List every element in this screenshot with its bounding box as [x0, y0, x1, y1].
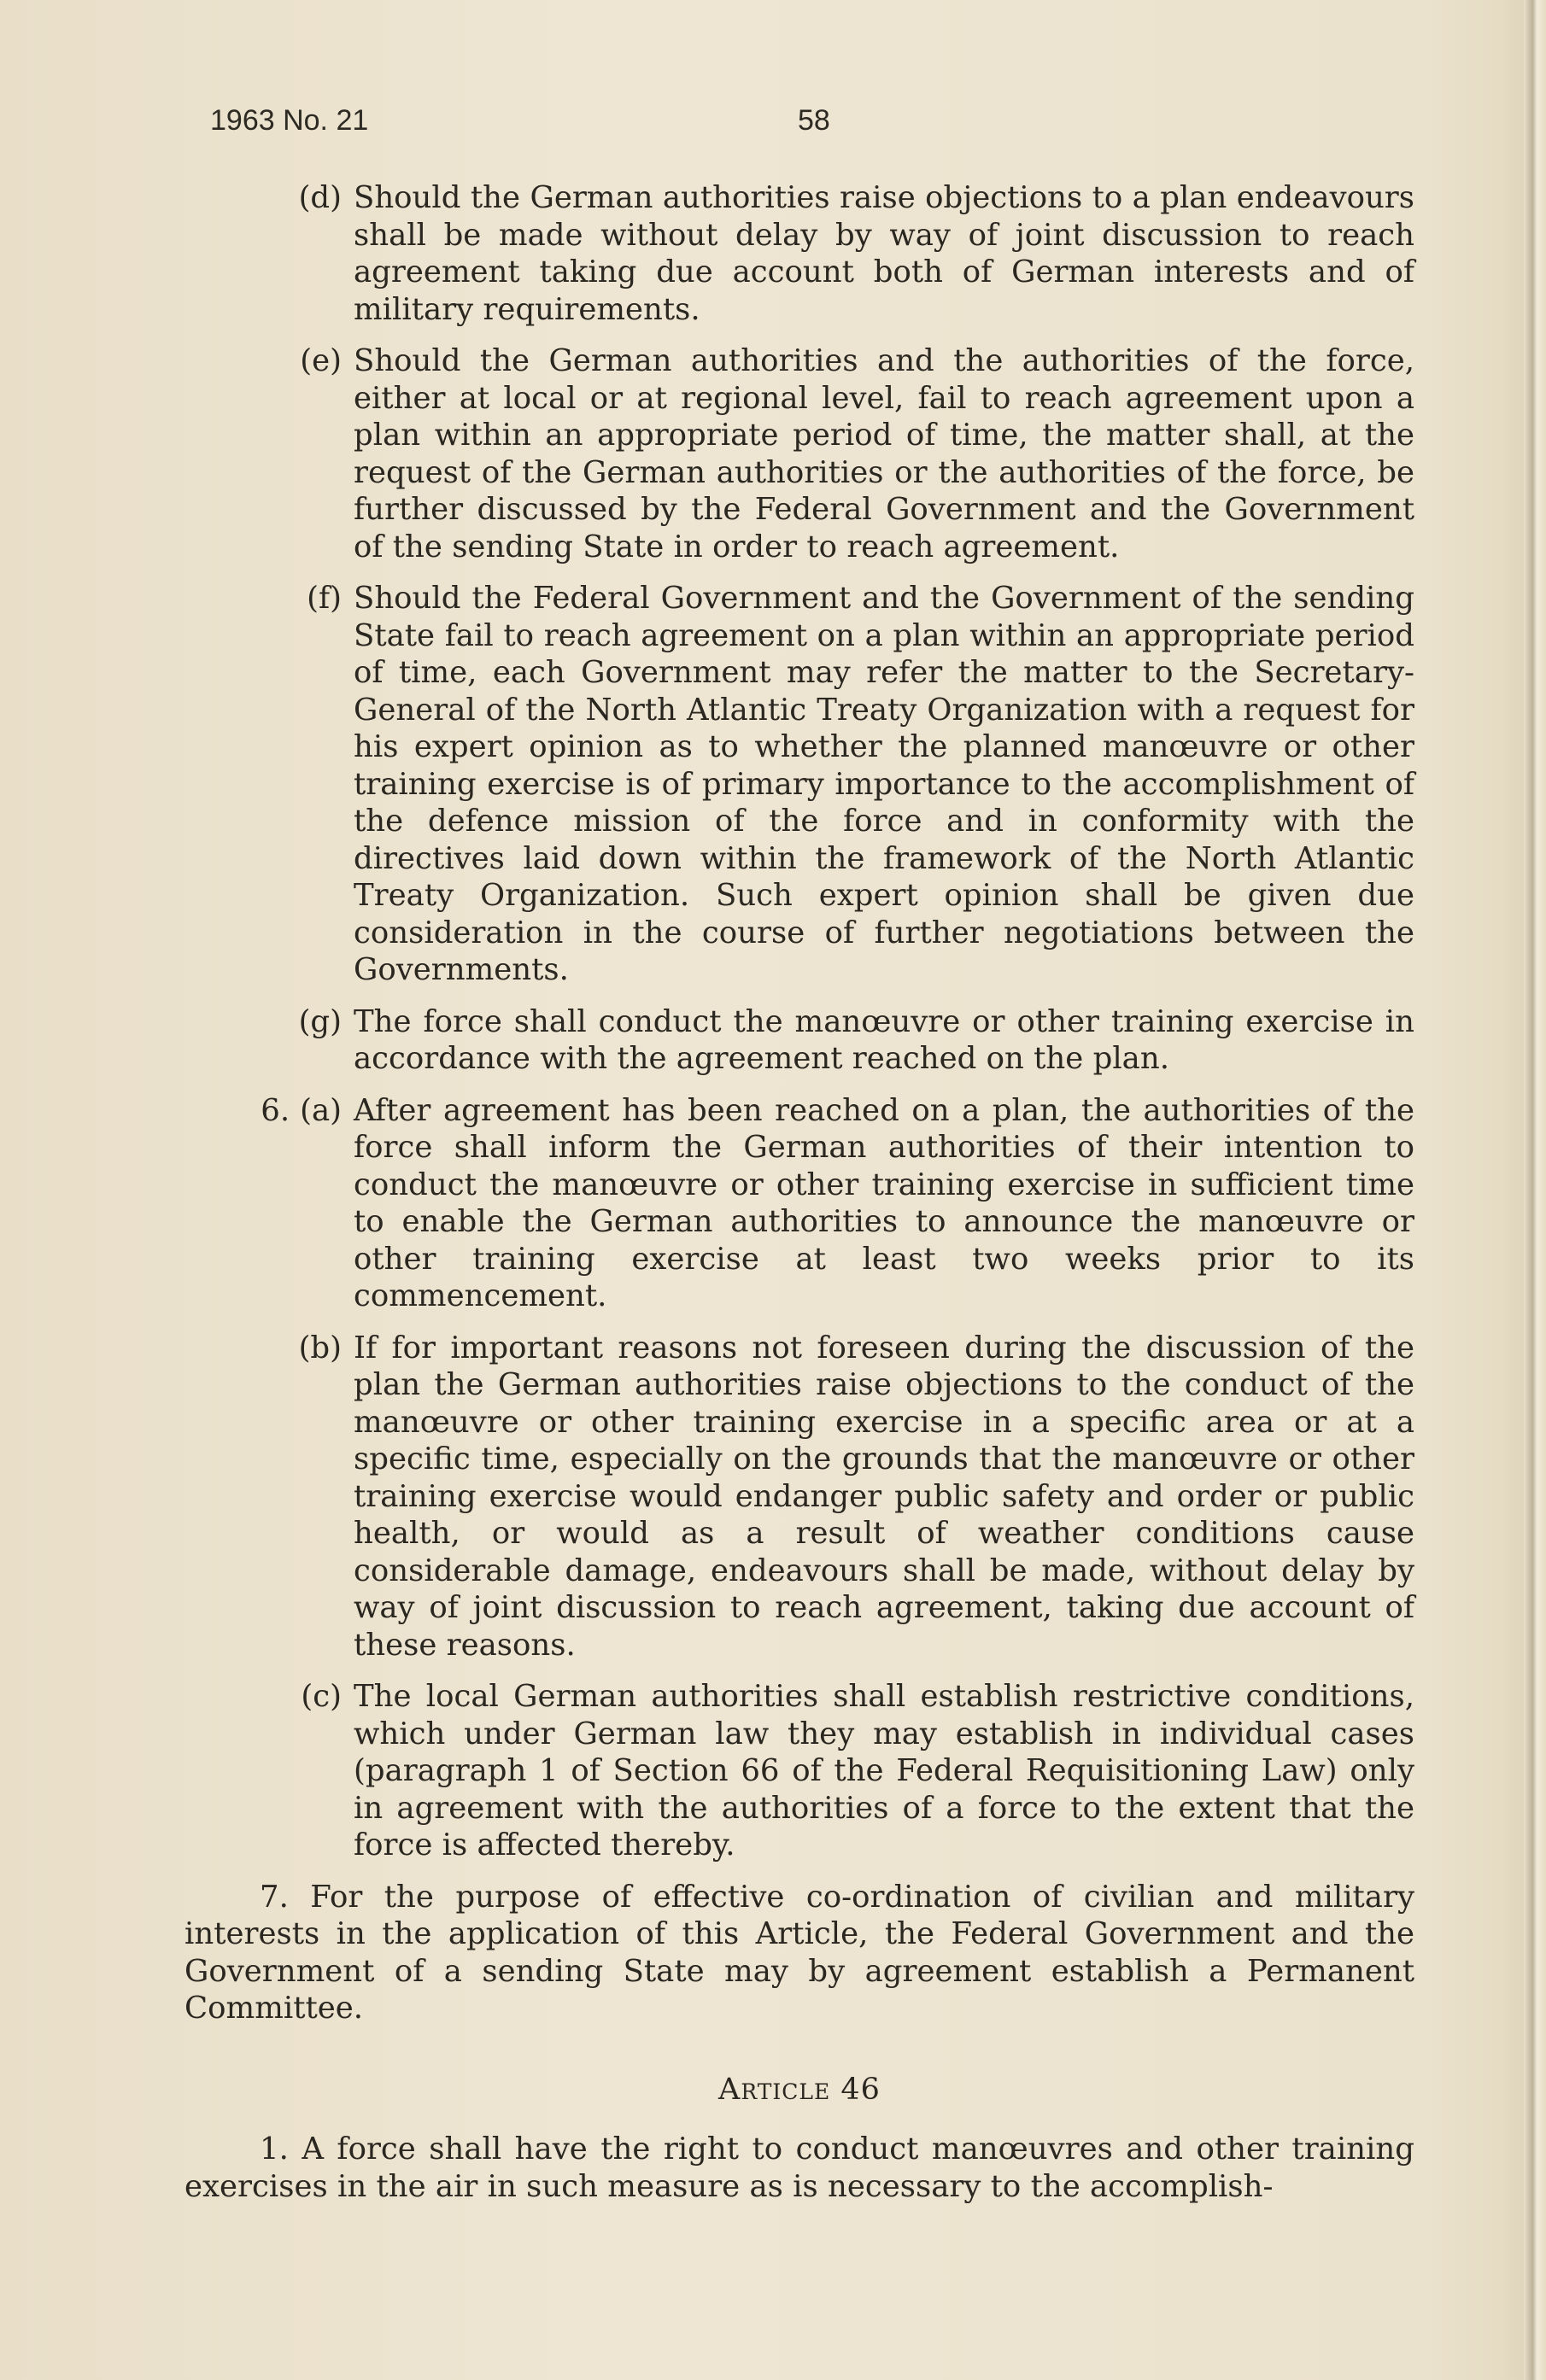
clause-label: (b): [298, 1330, 342, 1365]
clause-label: (g): [298, 1003, 342, 1039]
clause-text: Should the German authorities raise objections to a plan endeavours shall be made without delay by way of joint discussion to reach agreement taking due account both of German interests and of military requirements.: [354, 180, 1414, 327]
clause-item: [184, 342, 1414, 565]
clause-item: [184, 1678, 1414, 1864]
clause-item: [184, 179, 1414, 328]
clause-label: (d): [298, 180, 342, 215]
clause-text: Should the Federal Government and the Government of the sending State fail to reach agreement on a plan within an appropriate period of time, each Government may refer the matter to the Secretary-General of the North Atlantic Treaty Organization with a request for his expert opinion as to whether the planned manœuvre or other training exercise is of primary importance to the accomplishment of the defence mission of the force and in conformity with the directives laid down within the framework of the North Atlantic Treaty Organization. Such expert opinion shall be given due consideration in the course of further negotiations between the Governments.: [354, 581, 1414, 987]
clause-text: The local German authorities shall establish restrictive conditions, which under German law they may establish in individual cases (paragraph 1 of Section 66 of the Federal Requisitioning Law) only in agreement with the authorities of a force to the extent that the force is affected thereby.: [354, 1679, 1414, 1862]
clause-text: If for important reasons not foreseen during the discussion of the plan the German authorities raise objections to the conduct of the manœuvre or other training exercise in a specific area or at a specific time, especially on the grounds that the manœuvre or other training exercise would endanger public safety and order or public health, or would as a result of weather conditions cause considerable damage, endeavours shall be made, without delay by way of joint discussion to reach agreement, taking due account of these reasons.: [354, 1330, 1414, 1663]
clause-item: [184, 580, 1414, 989]
article-heading: [184, 2072, 1414, 2109]
clause-text: The force shall conduct the manœuvre or other training exercise in accordance with the agreement reached on the plan.: [354, 1003, 1414, 1076]
clause-label: (e): [300, 343, 342, 378]
clause-number: 6.: [261, 1092, 290, 1128]
page-body: [184, 179, 1414, 2219]
article-number: 46: [840, 2072, 881, 2107]
clause-item: [184, 1092, 1414, 1315]
clause-label: (c): [301, 1679, 342, 1714]
clause-text: Should the German authorities and the authorities of the force, either at local or at regional level, fail to reach agreement upon a plan within an appropriate period of time, the matter shall, at the request of the German authorities or the authorities of the force, be further discussed by the Federal Government and the Government of the sending State in order to reach agreement.: [354, 343, 1414, 564]
page-number: 58: [798, 104, 830, 137]
article-word: Article: [718, 2072, 831, 2107]
clause-item: [184, 1003, 1414, 1078]
clause-text: After agreement has been reached on a plan, the authorities of the force shall inform the German authorities of their intention to conduct the manœuvre or other training exercise in sufficient time to enable the German authorities to announce the manœuvre or other training exercise at least two weeks prior to its commencement.: [354, 1092, 1414, 1313]
article-paragraph-1: 1. A force shall have the right to conduct manœuvres and other training exercises in the air in such measure as is necessary to the accomplish-: [184, 2131, 1414, 2204]
clause-label: (f): [307, 581, 342, 616]
clause-item: [184, 1330, 1414, 1664]
paragraph-7: 7. For the purpose of effective co-ordination of civilian and military interests in the application of this Article, the Federal Government and the Government of a sending State may by agreement establish a Permanent Committee.: [184, 1879, 1414, 2026]
clause-label: (a): [300, 1092, 342, 1128]
book-spine: [1524, 0, 1546, 2380]
year-number: 1963 No. 21: [210, 104, 369, 137]
